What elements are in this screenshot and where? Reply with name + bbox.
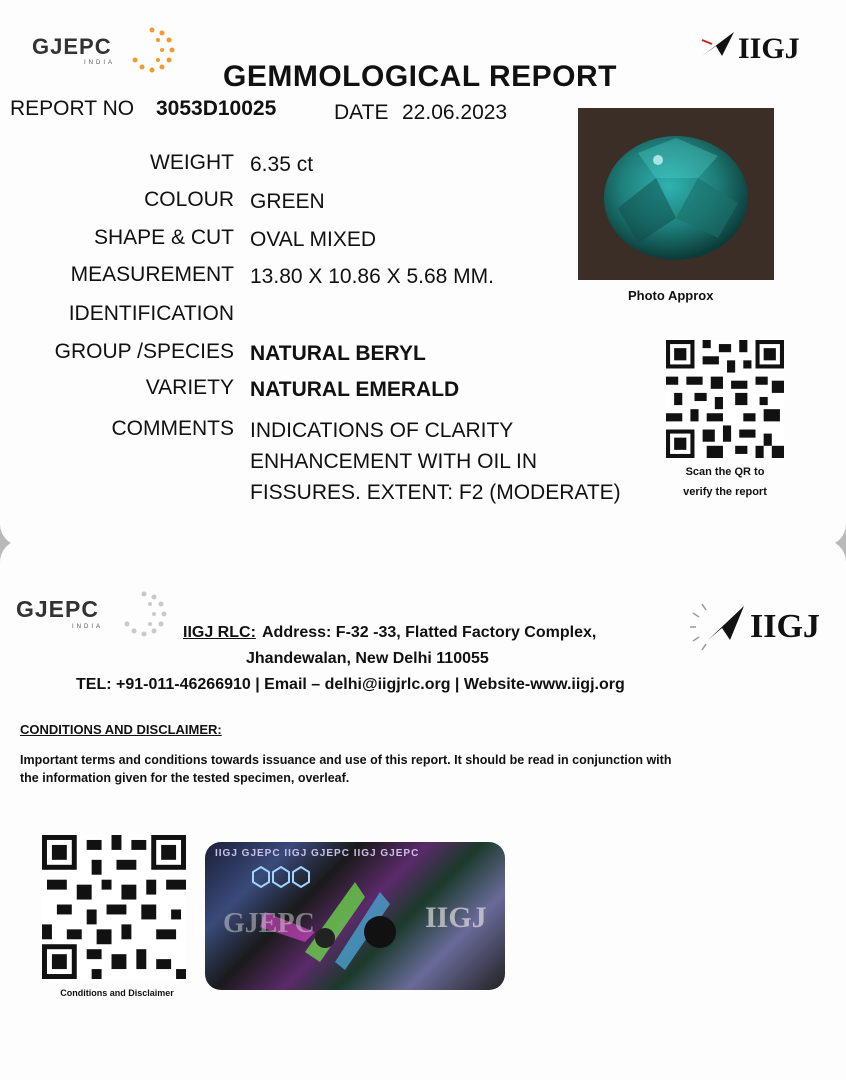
shape-cut-label: SHAPE & CUT <box>93 226 234 249</box>
shape-cut-value: OVAL MIXED <box>250 228 377 251</box>
conditions-text-1: Important terms and conditions towards issuance and use of this report. It should be read in conjunction with <box>20 753 672 767</box>
group-species-value: NATURAL BERYL <box>250 342 426 365</box>
address-line-1: Address: F-32 -33, Flatted Factory Complex, <box>262 624 597 641</box>
variety-label: VARIETY <box>145 376 234 399</box>
conditions-text-2: the information given for the tested specimen, overleaf. <box>20 771 350 785</box>
group-species-label: GROUP /SPECIES <box>54 340 234 363</box>
date-label: DATE <box>334 101 389 124</box>
conditions-qr-code[interactable] <box>42 835 186 979</box>
measurement-label: MEASUREMENT <box>70 263 234 286</box>
iigj-arrow-icon-back <box>690 600 748 654</box>
conditions-title: CONDITIONS AND DISCLAIMER: <box>20 722 222 737</box>
address-label: IIGJ RLC: <box>183 624 256 641</box>
gemstone-photo <box>578 108 774 280</box>
svg-text:GJEPC: GJEPC <box>223 908 315 939</box>
weight-label: WEIGHT <box>150 151 234 174</box>
identification-label: IDENTIFICATION <box>68 302 234 325</box>
date-value: 22.06.2023 <box>402 101 508 124</box>
contact-line: TEL: +91-011-46266910 | Email – delhi@iigjrlc.org | Website-www.iigj.org <box>76 676 625 693</box>
photo-caption: Photo Approx <box>628 288 714 303</box>
qr-caption-1: Scan the QR to <box>685 466 765 478</box>
address-line-2: Jhandewalan, New Delhi 110055 <box>246 650 489 667</box>
comments-line-3: FISSURES. EXTENT: F2 (MODERATE) <box>250 481 621 504</box>
iigj-logo-back: IIGJ <box>750 608 820 645</box>
variety-value: NATURAL EMERALD <box>250 378 460 401</box>
gjepc-logo-sub-back: INDIA <box>72 624 104 630</box>
report-no-label: REPORT NO <box>10 97 135 120</box>
hologram-text: IIGJ GJEPC IIGJ GJEPC IIGJ GJEPC <box>215 848 420 859</box>
gjepc-sun-icon <box>128 26 176 74</box>
security-hologram <box>205 842 505 990</box>
report-no-value: 3053D10025 <box>156 97 277 120</box>
colour-label: COLOUR <box>144 188 234 211</box>
conditions-qr-caption: Conditions and Disclaimer <box>60 988 174 998</box>
gjepc-logo-back: GJEPC <box>16 596 99 622</box>
qr-caption-2: verify the report <box>683 486 767 498</box>
iigj-logo: IIGJ <box>738 32 800 65</box>
gjepc-logo: GJEPC <box>32 34 112 59</box>
gjepc-logo-sub: INDIA <box>84 60 116 66</box>
comments-label: COMMENTS <box>111 417 234 440</box>
hologram-pattern-icon <box>205 842 505 990</box>
comments-line-2: ENHANCEMENT WITH OIL IN <box>250 450 538 473</box>
weight-value: 6.35 ct <box>250 153 314 176</box>
comments-line-1: INDICATIONS OF CLARITY <box>250 419 514 442</box>
report-title: GEMMOLOGICAL REPORT <box>223 60 617 93</box>
iigj-arrow-icon <box>700 28 736 58</box>
gjepc-sun-icon-back <box>120 590 168 638</box>
svg-text:IIGJ: IIGJ <box>425 901 487 934</box>
report-back-card <box>0 540 846 1080</box>
emerald-image <box>578 108 774 280</box>
measurement-value: 13.80 X 10.86 X 5.68 MM. <box>250 265 494 288</box>
colour-value: GREEN <box>250 190 325 213</box>
verify-qr-code[interactable] <box>666 340 784 458</box>
